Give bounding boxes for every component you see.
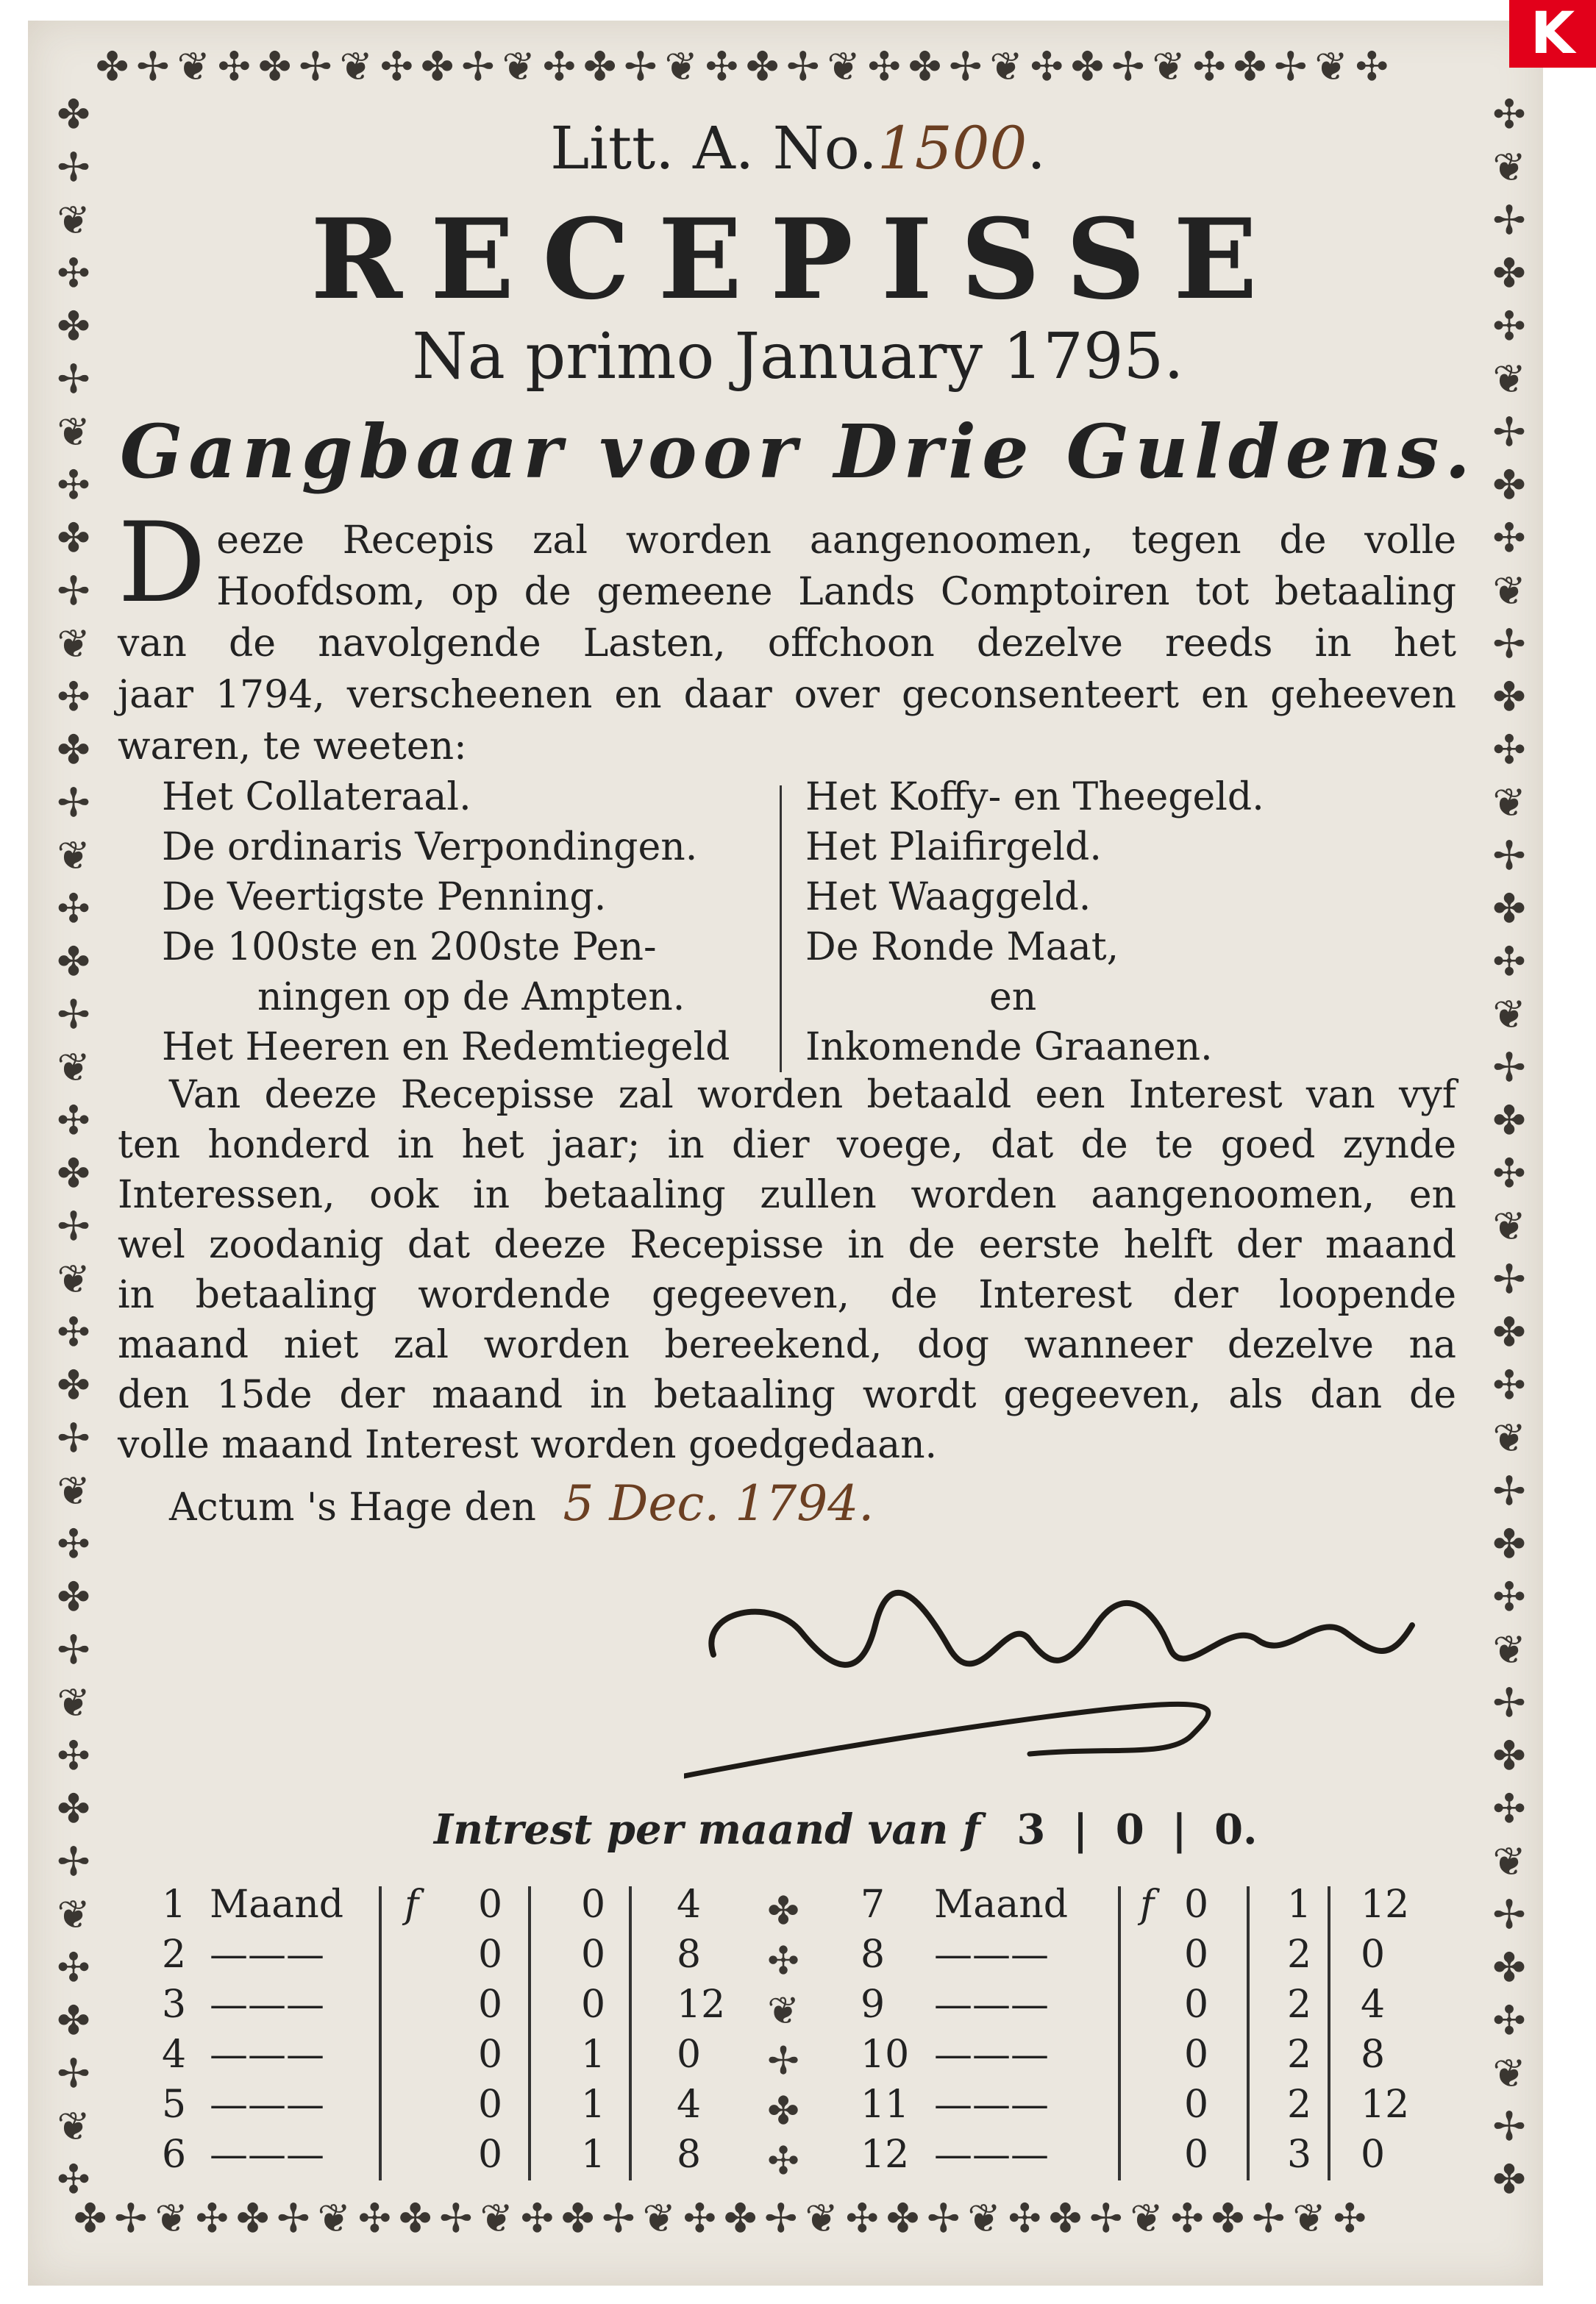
cell-guilders: 0 [1184,1933,1209,1977]
levy-item: Het Koffy- en Theegeld. [805,775,1264,819]
ditto-dash: ——— [934,2033,1049,2077]
interest-line: ten honderd in het jaar; in dier voege, dat de te goed zynde [118,1123,1456,1167]
cell-stuivers: 3 [1287,2133,1312,2177]
cell-stuivers: 0 [581,1883,606,1927]
cell-stuivers: 1 [581,2133,606,2177]
interest-line: den 15de der maand in betaaling wordt gegeeven, als dan de [118,1373,1456,1417]
ornament-border-right: ✣❦✢✤✣❦✢✤✣❦✢✤✣❦✢✤✣❦✢✤✣❦✢✤✣❦✢✤✣❦✢✤✣❦✢✤✣❦✢✤ [1492,91,1526,2203]
intro-line: eeze Recepis zal worden aangenoomen, tegen de volle [216,518,1456,563]
table-row [162,2133,750,2183]
table-row [861,1983,1449,2033]
cell-guilders: 0 [1184,2033,1209,2077]
table-row [162,1983,750,2033]
maand-label: Maand [934,1883,1069,1927]
cell-stuivers: 2 [1287,1933,1312,1977]
actum-date-handwritten: 5 Dec. 1794. [563,1475,874,1532]
litt-line: Litt. A. No.1500. [550,114,1046,182]
ornament-border-bottom: ✤✢❦✣✤✢❦✣✤✢❦✣✤✢❦✣✤✢❦✣✤✢❦✣✤✢❦✣✤✢❦✣ [74,2199,1374,2241]
publisher-logo [1509,0,1596,68]
cell-guilders: 0 [1184,1883,1209,1927]
month-number: 6 [162,2133,187,2177]
cell-stuivers: 2 [1287,1983,1312,2027]
ditto-dash: ——— [210,2083,324,2127]
actum-label: Actum 's Hage den [169,1486,536,1530]
table-row [162,2033,750,2083]
table-row [861,2133,1449,2183]
signature [684,1566,1419,1831]
levy-item: Het Collateraal. [162,775,471,819]
cell-guilders: 0 [1184,2083,1209,2127]
interest-paragraph [118,1070,1456,1470]
cell-guilders: 0 [478,1983,503,2027]
ornament-border-left: ✤✢❦✣✤✢❦✣✤✢❦✣✤✢❦✣✤✢❦✣✤✢❦✣✤✢❦✣✤✢❦✣✤✢❦✣✤✢❦✣ [57,91,90,2203]
levies-left-column [162,772,772,1072]
actum-line [169,1475,1052,1533]
cell-guilders: 0 [1184,1983,1209,2027]
table-rule [528,1886,531,2180]
intro-line: waren, te weeten: [118,724,467,768]
ditto-dash: ——— [210,1983,324,2027]
table-rule [379,1886,382,2180]
litt-label: Litt. A. No. [550,114,877,182]
cell-penningen: 0 [1361,1933,1386,1977]
document-title: RECEPISSE [310,195,1286,324]
ditto-dash: ——— [210,2133,324,2177]
ditto-dash: ——— [210,2033,324,2077]
levy-item: Inkomende Graanen. [805,1025,1213,1069]
column-divider [780,785,782,1072]
interest-line: Interessen, ook in betaaling zullen worden aangenoomen, en [118,1173,1456,1217]
ditto-dash: ——— [934,1983,1049,2027]
month-number: 9 [861,1983,886,2027]
intro-paragraph-cont [118,669,1456,772]
ditto-dash: ——— [934,2133,1049,2177]
date-line: Na primo January 1795. [412,320,1184,393]
levy-item: en [989,975,1037,1019]
cell-penningen: 12 [1361,2083,1410,2127]
value-line: Gangbaar voor Drie Guldens. [119,408,1477,495]
intro-paragraph [118,499,1456,669]
interest-line: maand niet zal worden bereekend, dog wanneer dezelve na [118,1323,1456,1367]
currency-symbol: f [1140,1883,1155,1927]
intro-line: van de navolgende Lasten, offchoon dezelve reeds in het [118,621,1456,666]
ditto-dash: ——— [934,1933,1049,1977]
cell-penningen: 4 [1361,1983,1386,2027]
table-row [861,2083,1449,2133]
interest-header-label: Intrest per maand van f [434,1805,980,1854]
interest-stuivers: 0 [1115,1805,1144,1854]
levies-right-column [805,772,1438,1072]
table-center-ornaments: ✤ ✣ ❦ ✢ ✤ ✣ [767,1889,799,2183]
cell-penningen: 12 [677,1983,726,2027]
table-row [861,2033,1449,2083]
cell-guilders: 0 [478,2033,503,2077]
cell-penningen: 0 [1361,2133,1386,2177]
levy-item: De ordinaris Verpondingen. [162,825,698,869]
cell-penningen: 4 [677,2083,702,2127]
levy-item: De 100ste en 200ste Pen- [162,925,657,969]
cell-guilders: 0 [1184,2133,1209,2177]
table-row [861,1933,1449,1983]
currency-symbol: f [405,1883,419,1927]
logo-letter: K [1530,1,1575,67]
cell-stuivers: 0 [581,1933,606,1977]
intro-line: jaar 1794, verscheenen en daar over geconsenteert en geheeven [118,673,1456,717]
table-row [162,2083,750,2133]
levy-item: De Ronde Maat, [805,925,1119,969]
ornament-border-top: ✤✢❦✣✤✢❦✣✤✢❦✣✤✢❦✣✤✢❦✣✤✢❦✣✤✢❦✣✤✢❦✣ [96,47,1396,90]
cell-penningen: 4 [677,1883,702,1927]
interest-guilders: 3 [1016,1805,1046,1854]
table-rule [1328,1886,1330,2180]
cell-guilders: 0 [478,2083,503,2127]
month-number: 4 [162,2033,187,2077]
ditto-dash: ——— [210,1933,324,1977]
ditto-dash: ——— [934,2083,1049,2127]
levy-item: Het Heeren en Redemtiegeld [162,1025,730,1069]
cell-stuivers: 2 [1287,2033,1312,2077]
table-row [162,1883,750,1933]
table-row [861,1883,1449,1933]
cell-guilders: 0 [478,1933,503,1977]
cell-guilders: 0 [478,2133,503,2177]
month-number: 12 [861,2133,910,2177]
cell-stuivers: 1 [581,2033,606,2077]
cell-stuivers: 0 [581,1983,606,2027]
month-number: 3 [162,1983,187,2027]
intro-line: Hoofdsom, op de gemeene Lands Comptoiren tot betaaling [216,570,1456,614]
maand-label: Maand [210,1883,344,1927]
interest-line: wel zoodanig dat deeze Recepisse in de eerste helft der maand [118,1223,1456,1267]
levy-item: Het Waaggeld. [805,875,1091,919]
interest-line: Van deeze Recepisse zal worden betaald een Interest van vyf [169,1073,1456,1117]
table-rule [1118,1886,1121,2180]
interest-header: Intrest per maand van f 3 | 0 | 0. [434,1805,1258,1854]
cell-stuivers: 1 [581,2083,606,2127]
levy-item: De Veertigste Penning. [162,875,607,919]
table-rule [1247,1886,1250,2180]
levy-item: Het Plaifirgeld. [805,825,1102,869]
interest-line: volle maand Interest worden goedgedaan. [118,1423,938,1467]
cell-penningen: 12 [1361,1883,1410,1927]
interest-line: in betaaling wordende gegeeven, de Interest der loopende [118,1273,1456,1317]
cell-penningen: 8 [1361,2033,1386,2077]
levy-item: ningen op de Ampten. [257,975,685,1019]
cell-stuivers: 1 [1287,1883,1312,1927]
month-number: 10 [861,2033,910,2077]
table-rule [629,1886,632,2180]
cell-penningen: 8 [677,1933,702,1977]
month-number: 5 [162,2083,187,2127]
month-number: 2 [162,1933,187,1977]
cell-guilders: 0 [478,1883,503,1927]
serial-number: 1500 [877,114,1027,182]
cell-penningen: 0 [677,2033,702,2077]
interest-penningen: 0. [1214,1805,1258,1854]
month-number: 11 [861,2083,910,2127]
month-number: 7 [861,1883,886,1927]
table-row [162,1933,750,1983]
cell-penningen: 8 [677,2133,702,2177]
drop-cap: D [118,499,207,627]
month-number: 1 [162,1883,187,1927]
cell-stuivers: 2 [1287,2083,1312,2127]
month-number: 8 [861,1933,886,1977]
